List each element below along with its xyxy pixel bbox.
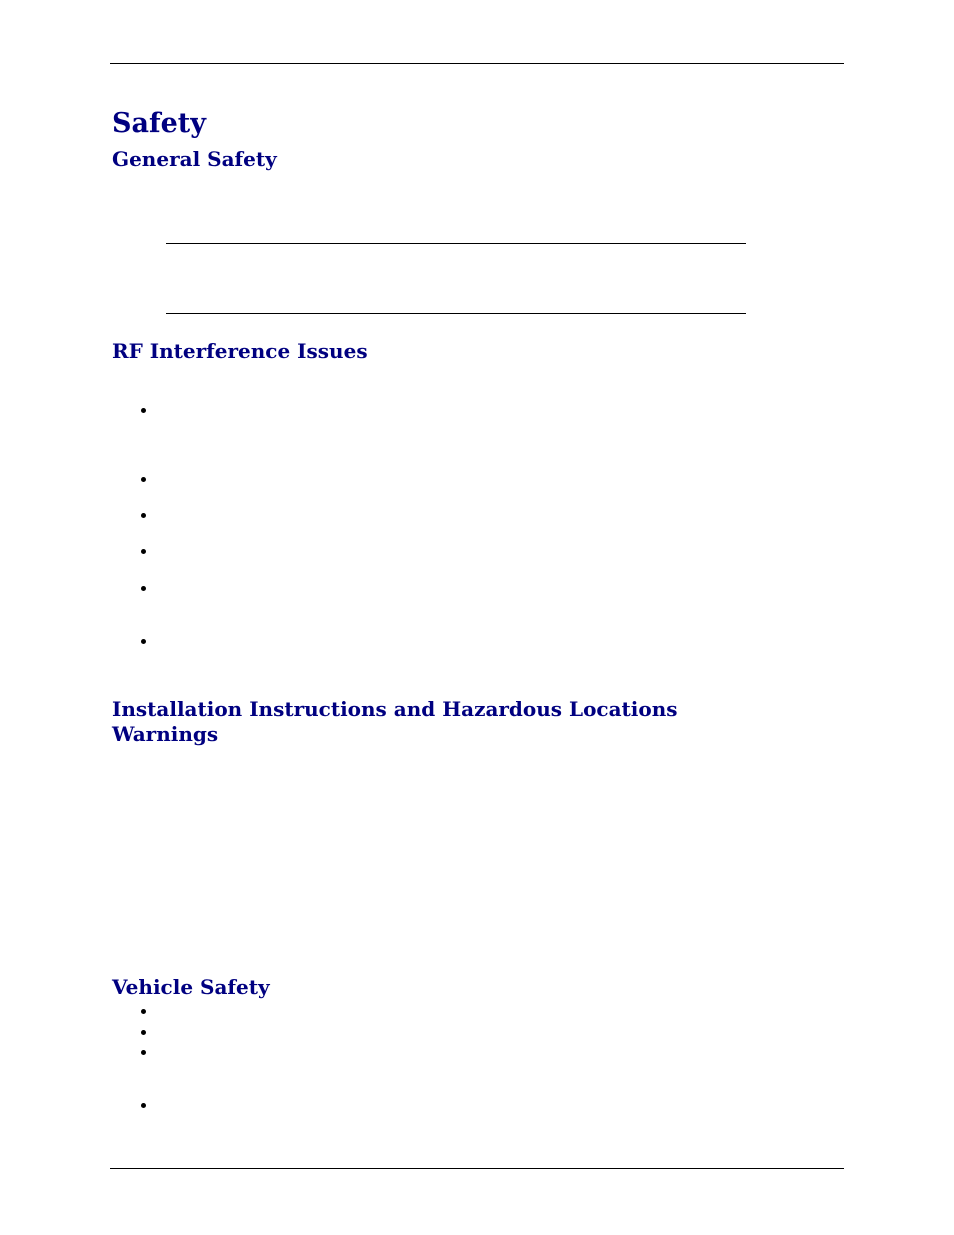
list-bullet — [140, 1049, 148, 1057]
list-bullet — [140, 407, 148, 415]
section-heading-installation-line2: Warnings — [112, 722, 219, 746]
list-bullet — [140, 512, 148, 520]
footer-rule — [110, 1168, 844, 1169]
section-heading-installation — [112, 697, 678, 747]
header-rule — [110, 63, 844, 64]
section-heading-vehicle-safety: Vehicle Safety — [112, 975, 270, 999]
list-bullet — [140, 638, 148, 646]
note-bottom-rule — [166, 313, 746, 314]
section-heading-rf-interference: RF Interference Issues — [112, 339, 368, 363]
list-bullet — [140, 585, 148, 593]
list-bullet — [140, 476, 148, 484]
list-bullet — [140, 1029, 148, 1037]
section-heading-general-safety: General Safety — [112, 147, 277, 171]
page-title: Safety — [112, 108, 206, 139]
list-bullet — [140, 1102, 148, 1110]
note-top-rule — [166, 243, 746, 244]
section-heading-installation-line1: Installation Instructions and Hazardous Locations — [112, 697, 678, 721]
list-bullet — [140, 548, 148, 556]
list-bullet — [140, 1008, 148, 1016]
